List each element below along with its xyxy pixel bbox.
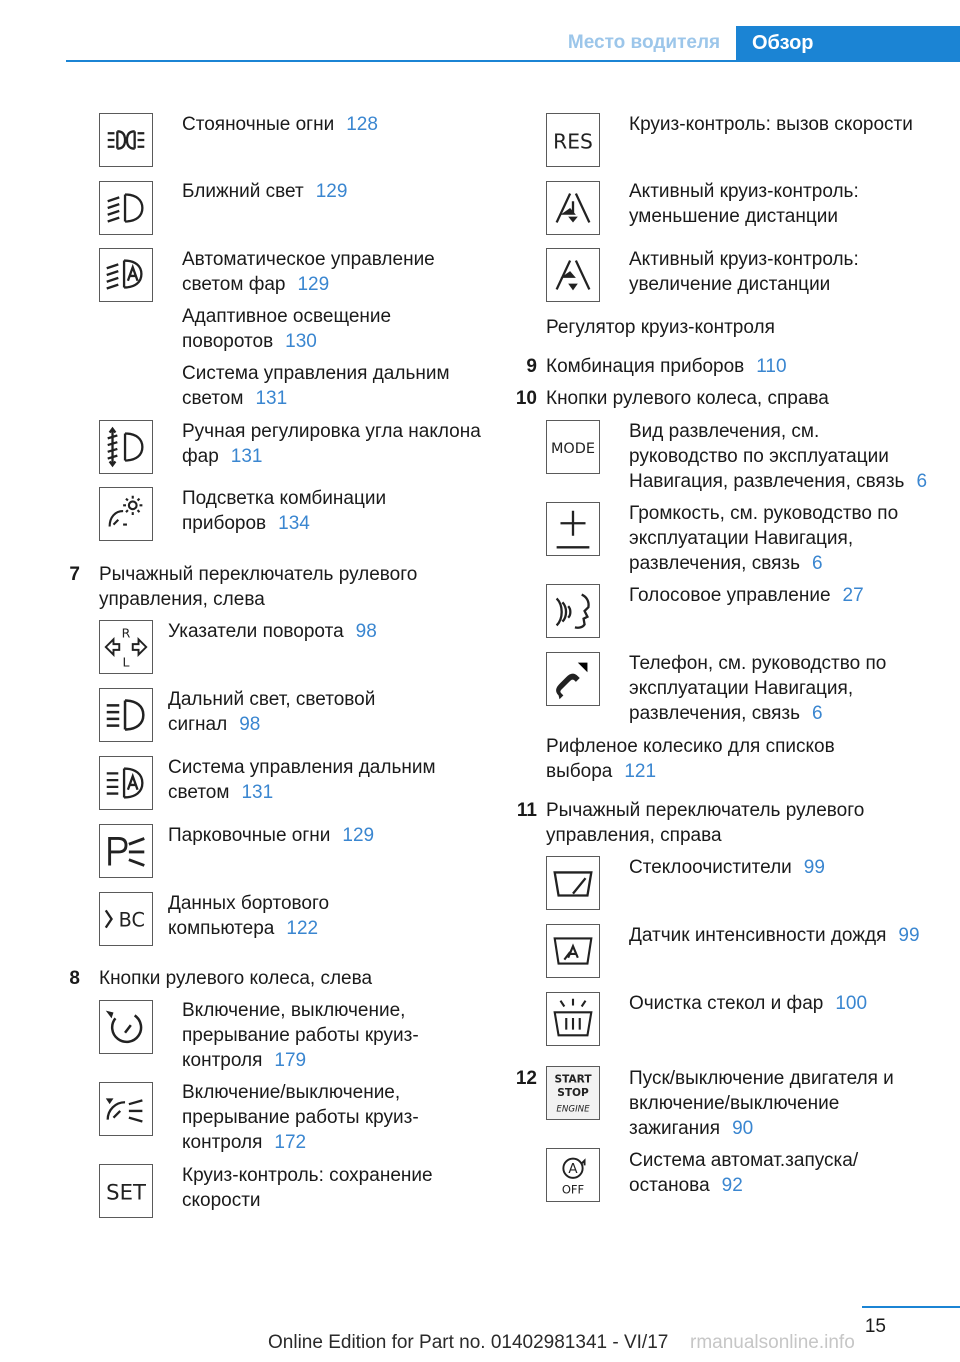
icon-letter: R — [121, 625, 131, 641]
item-text — [629, 501, 929, 576]
distance-increase-icon — [546, 248, 600, 302]
item-label: Пуск/выключение двигателя и включение/выключение зажигания — [629, 1068, 894, 1139]
res-icon — [546, 113, 600, 167]
page-ref-link[interactable]: 130 — [285, 331, 317, 352]
turn-signal-icon — [99, 620, 153, 674]
item-label: Активный круиз-контроль: уменьшение дистанции — [629, 181, 859, 227]
page-ref-link[interactable]: 129 — [297, 274, 330, 295]
page-ref-link[interactable]: 172 — [274, 1132, 307, 1153]
item-label: Вид развлечения, см. руководство по эксплуатации Навигация, развлечения, связь — [629, 421, 905, 492]
item-label: Активный круиз-контроль: увеличение дистанции — [629, 249, 859, 295]
item-label: Парковочные огни — [168, 825, 331, 846]
item-text — [168, 755, 468, 805]
item-label: Громкость, см. руководство по эксплуатации Навигация, развлечения, связь — [629, 503, 899, 574]
item-label: Рифленое колесико для списков выбора — [546, 736, 835, 782]
item-text — [168, 891, 468, 941]
page-ref-link[interactable]: 129 — [342, 825, 375, 846]
section-number: 12 — [515, 1068, 537, 1089]
page-number: 15 — [864, 1316, 886, 1337]
page-ref-link[interactable]: 27 — [842, 585, 864, 606]
high-beam-icon — [99, 688, 153, 742]
icon-label: RES — [553, 129, 593, 154]
distance-decrease-icon — [546, 181, 600, 235]
item-text — [182, 247, 482, 297]
item-label: Голосовое управление — [629, 585, 831, 606]
page-ref-link[interactable]: 121 — [624, 761, 657, 782]
item-label: Включение/выключение, прерывание работы круиз-контроля — [182, 1082, 419, 1153]
icon-label: ENGINE — [556, 1104, 590, 1115]
page-ref-link[interactable]: 98 — [239, 714, 261, 735]
item-text — [629, 651, 929, 726]
item-text — [629, 855, 929, 880]
bc-icon — [99, 892, 153, 946]
item-text — [168, 823, 468, 848]
item-text — [629, 991, 929, 1016]
page-ref-link[interactable]: 110 — [756, 356, 787, 377]
low-beam-icon — [99, 181, 153, 235]
section-number: 7 — [69, 564, 80, 585]
icon-label: START — [554, 1073, 592, 1086]
parking-light-p-icon — [99, 824, 153, 878]
page-ref-link[interactable]: 129 — [315, 181, 348, 202]
section-heading — [546, 354, 906, 379]
voice-control-icon — [546, 584, 600, 638]
page-ref-link[interactable]: 6 — [812, 553, 823, 574]
item-label: Круиз-контроль: вызов скорости — [629, 114, 913, 135]
item-label: Данных бортового компьютера — [168, 893, 330, 939]
item-text — [182, 179, 482, 204]
page-ref-link[interactable]: 100 — [835, 993, 868, 1014]
item-text — [629, 179, 929, 229]
item-text — [182, 112, 482, 137]
page-ref-link[interactable]: 128 — [346, 114, 378, 135]
headlight-range-icon — [99, 420, 153, 474]
page-ref-link[interactable]: 122 — [286, 918, 319, 939]
item-text — [168, 619, 468, 644]
page-ref-link[interactable]: 98 — [355, 621, 377, 642]
item-text — [546, 315, 906, 340]
item-label: Телефон, см. руководство по эксплуатации Навигация, развлечения, связь — [629, 653, 887, 724]
icon-label: SET — [106, 1179, 146, 1205]
section-number: 10 — [515, 388, 537, 409]
section-heading — [629, 1066, 929, 1141]
item-text — [182, 998, 472, 1073]
item-text — [182, 1080, 472, 1155]
section-heading: Кнопки рулевого колеса, справа — [546, 388, 829, 409]
section-heading: Рычажный переключатель рулевого управления, справа — [546, 800, 865, 846]
auto-start-stop-off-icon — [546, 1148, 600, 1202]
high-beam-assist-icon — [99, 756, 153, 810]
footer-edition: Online Edition for Part no. 01402981341 - VI/17 — [268, 1332, 669, 1353]
icon-letter: L — [122, 654, 130, 670]
page-ref-link[interactable]: 131 — [241, 782, 274, 803]
page-ref-link[interactable]: 6 — [812, 703, 823, 724]
header-section: Место водителя — [567, 32, 721, 53]
item-text — [629, 112, 929, 137]
item-text — [182, 419, 482, 469]
page-ref-link[interactable]: 131 — [230, 446, 263, 467]
item-label: Стояночные огни — [182, 114, 335, 135]
start-stop-icon — [546, 1066, 600, 1120]
wiper-icon — [546, 856, 600, 910]
item-label: Система управления дальним светом — [168, 757, 436, 803]
page-ref-link[interactable]: 99 — [803, 857, 825, 878]
item-label: Ближний свет — [182, 181, 304, 202]
cruise-control-icon — [99, 1000, 153, 1054]
section-number: 8 — [69, 968, 80, 989]
item-label: Очистка стекол и фар — [629, 993, 824, 1014]
item-text — [629, 247, 929, 297]
item-label: Датчик интенсивности дождя — [629, 925, 887, 946]
header-tab[interactable]: Обзор — [736, 26, 960, 62]
instrument-lighting-icon — [99, 487, 153, 541]
page-ref-link[interactable]: 92 — [721, 1175, 743, 1196]
set-icon — [99, 1164, 153, 1218]
item-text — [629, 1148, 929, 1198]
item-text — [629, 923, 929, 948]
page-ref-link[interactable]: 90 — [732, 1118, 754, 1139]
icon-label: MODE — [550, 440, 596, 457]
item-label: Регулятор круиз-контроля — [546, 317, 775, 338]
item-text — [629, 419, 929, 494]
item-label: Ручная регулировка угла наклона фар — [182, 421, 481, 467]
item-label: Подсветка комбинации приборов — [182, 488, 387, 534]
section-heading: Кнопки рулевого колеса, слева — [99, 968, 373, 989]
header-rule — [66, 60, 960, 62]
item-label: Стеклоочистители — [629, 857, 792, 878]
section-number: 9 — [526, 356, 537, 377]
item-label: Включение, выключение, прерывание работы круиз-контроля — [182, 1000, 419, 1071]
item-text — [182, 361, 482, 411]
item-text — [182, 304, 482, 354]
mode-icon — [546, 420, 600, 474]
page-ref-link[interactable]: 131 — [255, 388, 288, 409]
item-label: Адаптивное освещение поворотов — [182, 306, 392, 352]
item-label: Автоматическое управление светом фар — [182, 249, 435, 295]
item-label: Круиз-контроль: сохранение скорости — [182, 1165, 433, 1211]
item-text — [629, 583, 929, 608]
item-text — [182, 486, 482, 536]
icon-label: OFF — [561, 1182, 585, 1197]
item-label: Система управления дальним светом — [182, 363, 450, 409]
page-ref-link[interactable]: 179 — [274, 1050, 307, 1071]
phone-icon — [546, 652, 600, 706]
auto-headlight-icon — [99, 248, 153, 302]
parking-lights-icon — [99, 113, 153, 167]
item-label: Дальний свет, световой сигнал — [168, 689, 376, 735]
item-label: Система автомат.запуска/останова — [629, 1150, 859, 1196]
page-ref-link[interactable]: 134 — [278, 513, 310, 534]
item-text — [546, 734, 886, 784]
page-ref-link[interactable]: 99 — [898, 925, 920, 946]
footer-rule — [862, 1306, 960, 1308]
item-text — [182, 1163, 472, 1213]
icon-label: BC — [118, 908, 145, 932]
rain-sensor-icon — [546, 924, 600, 978]
active-cruise-icon — [99, 1082, 153, 1136]
volume-icon — [546, 502, 600, 556]
item-text — [168, 687, 468, 737]
icon-label: STOP — [557, 1086, 589, 1099]
footer-watermark: rmanualsonline.info — [690, 1332, 855, 1353]
page-ref-link[interactable]: 6 — [916, 471, 928, 492]
section-heading: Рычажный переключатель рулевого управления, слева — [99, 564, 418, 610]
item-label: Комбинация приборов — [546, 356, 745, 377]
washer-icon — [546, 992, 600, 1046]
icon-letter: A — [568, 1161, 578, 1178]
item-label: Указатели поворота — [168, 621, 344, 642]
section-number: 11 — [516, 800, 537, 821]
